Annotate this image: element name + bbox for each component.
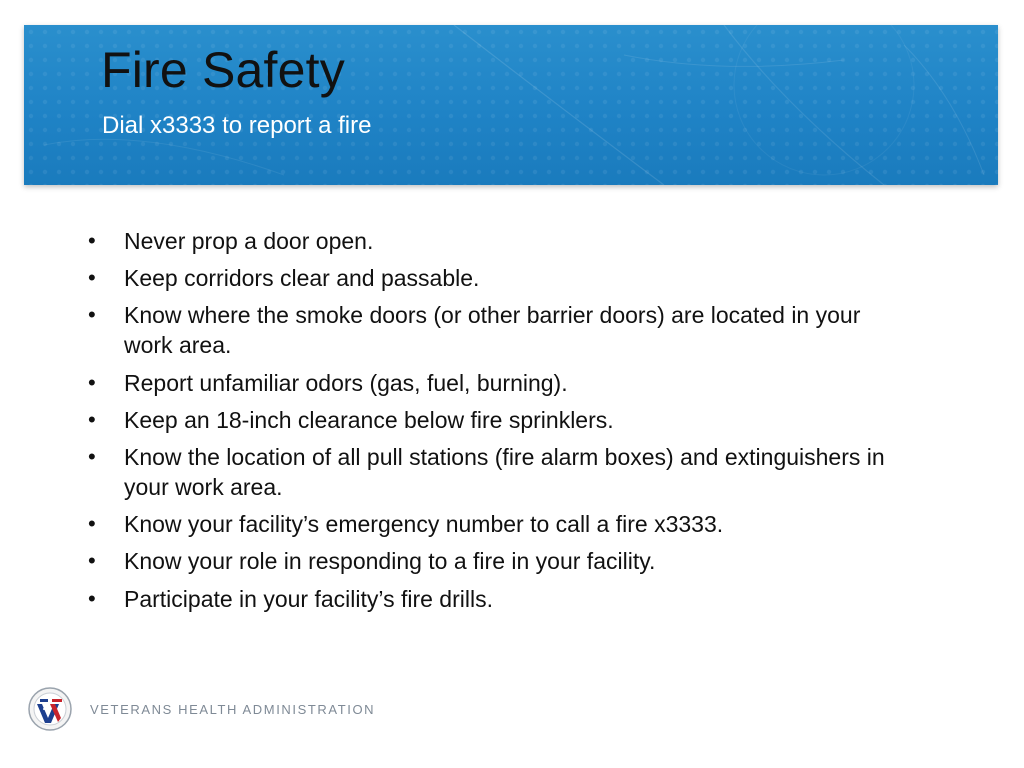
bullet-text: Report unfamiliar odors (gas, fuel, burning).	[124, 369, 568, 396]
list-item	[88, 226, 908, 256]
bullet-icon: •	[88, 302, 96, 328]
bullet-icon: •	[88, 369, 96, 395]
slide-subtitle: Dial x3333 to report a fire	[102, 112, 372, 139]
bullet-text: Know the location of all pull stations (fire alarm boxes) and extinguishers in your work area.	[124, 443, 885, 500]
bullet-text: Keep an 18-inch clearance below fire sprinklers.	[124, 406, 614, 433]
bullet-text: Never prop a door open.	[124, 228, 374, 254]
bullet-icon: •	[88, 443, 96, 469]
list-item	[88, 509, 908, 539]
bullet-list	[88, 226, 908, 621]
list-item	[88, 263, 908, 293]
bullet-icon: •	[88, 228, 96, 253]
list-item	[88, 405, 908, 435]
bullet-icon: •	[88, 548, 96, 574]
footer-organization: VETERANS HEALTH ADMINISTRATION	[90, 701, 376, 717]
list-item	[88, 546, 908, 576]
va-seal-icon	[28, 687, 72, 731]
list-item	[88, 368, 908, 398]
bullet-text: Know where the smoke doors (or other barrier doors) are located in your work area.	[124, 302, 861, 359]
bullet-text: Know your role in responding to a fire in your facility.	[124, 548, 656, 575]
list-item	[88, 300, 908, 360]
list-item	[88, 584, 908, 614]
bullet-text: Participate in your facility’s fire drills.	[124, 585, 493, 612]
bullet-icon: •	[88, 265, 96, 291]
footer	[28, 686, 375, 732]
bullet-icon: •	[88, 511, 96, 537]
slide-title: Fire Safety	[101, 42, 345, 98]
bullet-icon: •	[88, 406, 96, 432]
list-item	[88, 442, 908, 502]
bullet-icon: •	[88, 585, 96, 611]
bullet-text: Keep corridors clear and passable.	[124, 265, 480, 292]
bullet-text: Know your facility’s emergency number to call a fire x3333.	[124, 511, 724, 538]
